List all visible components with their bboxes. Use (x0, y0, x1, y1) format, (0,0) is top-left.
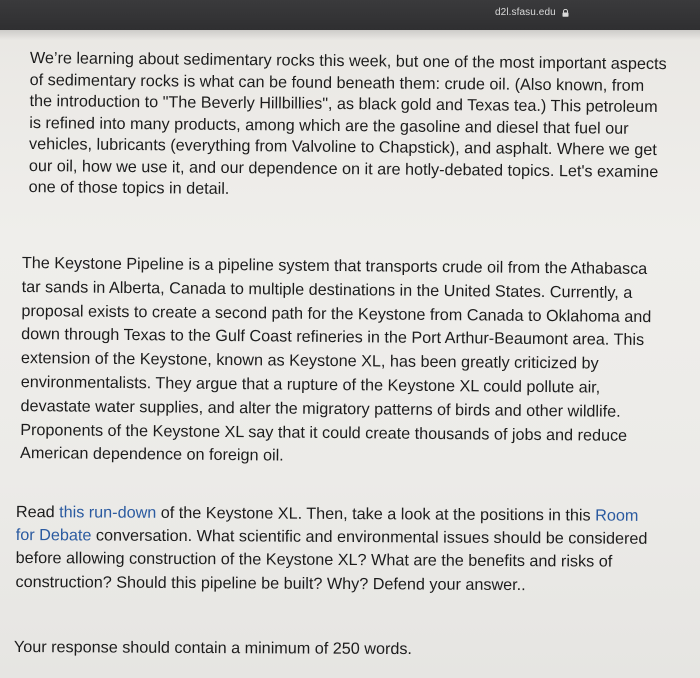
top-bar-shadow (0, 30, 700, 40)
word-requirement: Your response should contain a minimum of 250 words. (13, 638, 413, 659)
lock-icon (562, 9, 569, 17)
assignment-text-3: conversation. What scientific and environmental issues should be considered before allowing construction of the Keystone XL? What are the benefits and risks of construction? Should this pipeline be built? Why? Defend your answer.. (15, 526, 648, 594)
assignment-text-1: Read (15, 502, 60, 522)
assignment-paragraph (15, 501, 656, 598)
intro-paragraph: We’re learning about sedimentary rocks this week, but one of the most important aspects of sedimentary rocks is what can be found beneath them: crude oil. (Also known, from the introduction to "The Beverly Hillbillies", as black gold and Texas tea.) This petroleum is refined into many products, among which are the gasoline and diesel that fuel our vehicles, lubricants (everything from Valvoline to Chapstick), and asphalt. Where we get our oil, how we use it, and our dependence on it are hotly-debated topics. Let's examine one of those topics in detail. (28, 48, 667, 198)
run-down-link[interactable]: this run-down (59, 503, 157, 522)
url-text[interactable]: d2l.sfasu.edu (495, 7, 556, 18)
assignment-text-2: of the Keystone XL. Then, take a look at the positions in this (156, 503, 596, 525)
keystone-paragraph: The Keystone Pipeline is a pipeline system that transports crude oil from the Athabasca tar sands in Alberta, Canada to multiple destinations in the United States. Currently, a proposal exists to create a second path for the Keystone from Canada to Oklahoma and down through Texas to the Gulf Coast refineries in the Port Arthur-Beaumont area. This extension of the Keystone, known as Keystone XL, has been greatly criticized by environmentalists. They argue that a rupture of the Keystone XL could pollute air, devastate water supplies, and alter the migratory patterns of birds and other wildlife. Proponents of the Keystone XL say that it could create thousands of jobs and reduce American dependence on foreign oil. (19, 253, 652, 465)
room-for-debate-link[interactable]: Room for Debate (15, 506, 639, 545)
browser-top-bar (0, 0, 700, 30)
